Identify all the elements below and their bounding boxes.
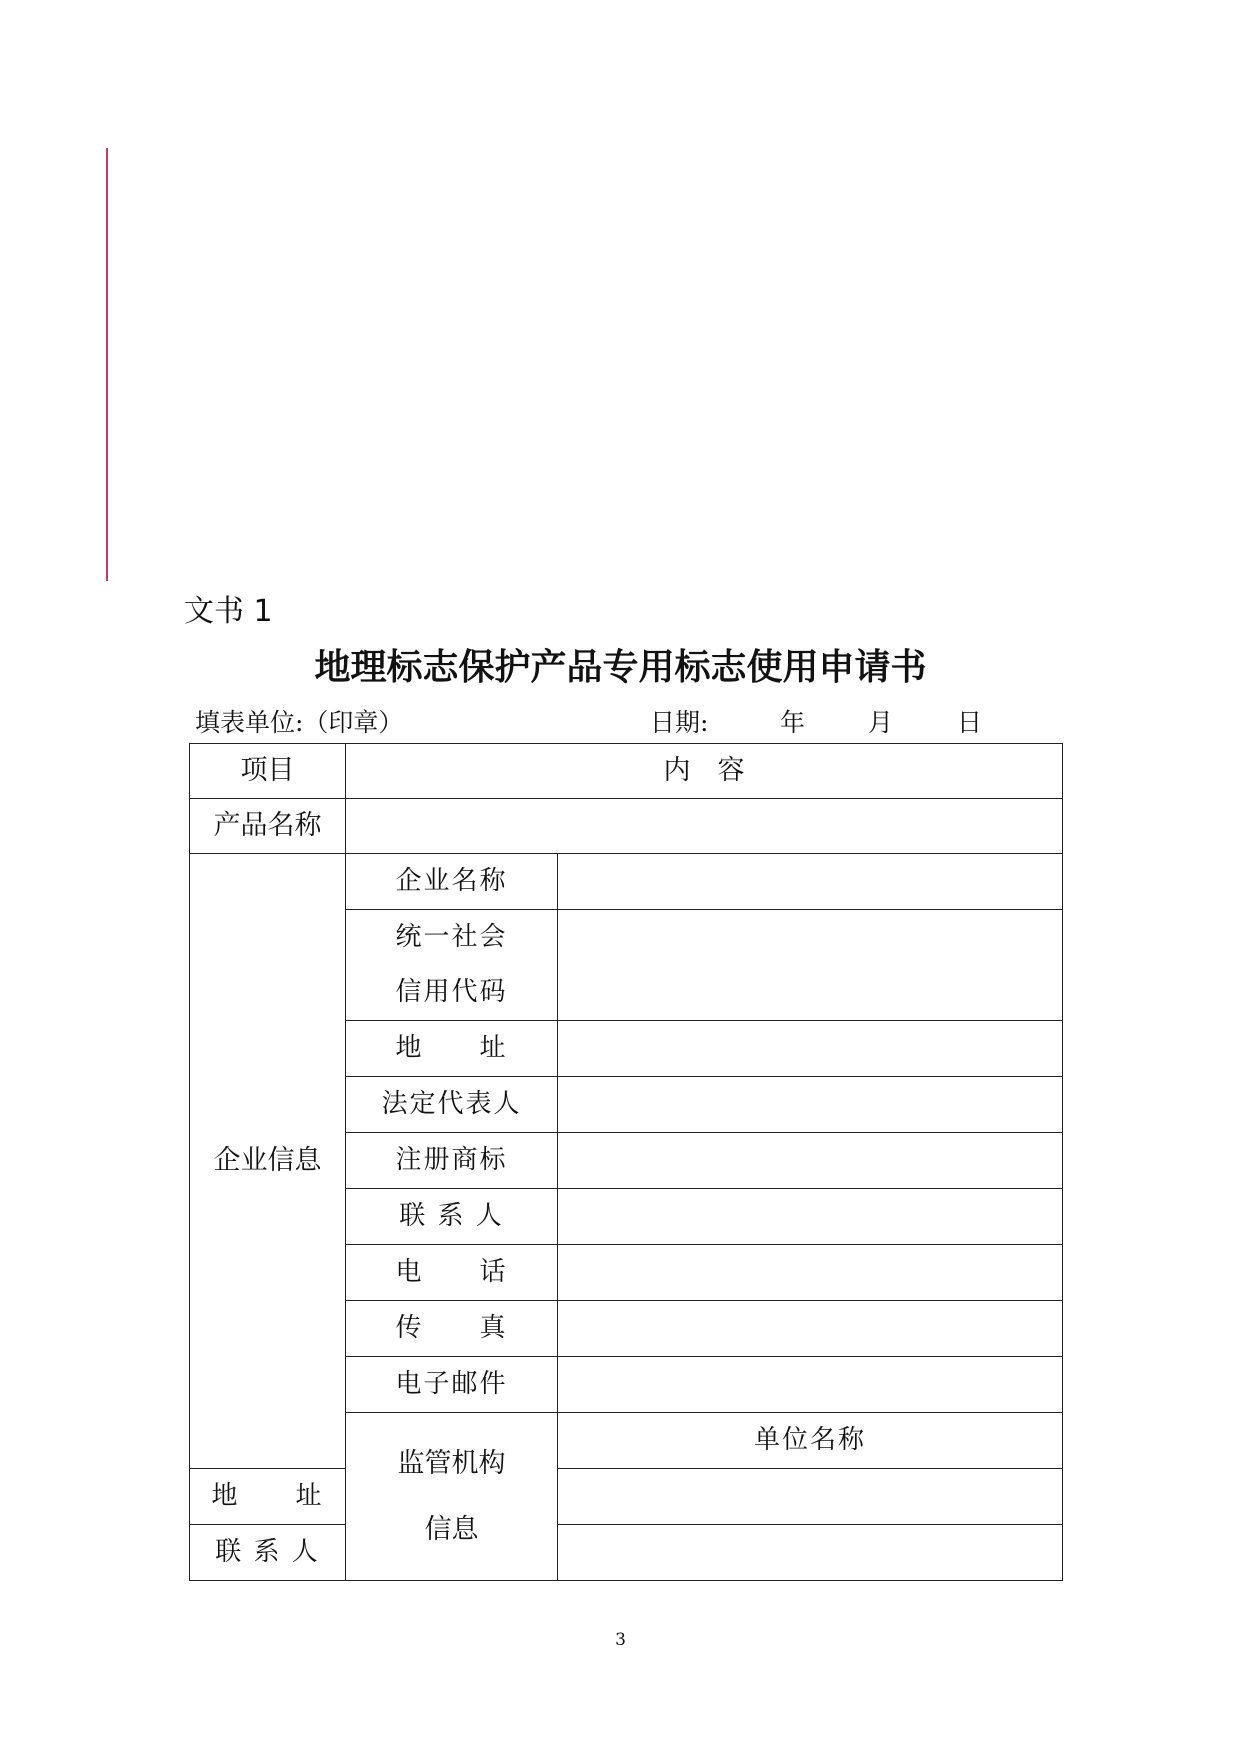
- email-field[interactable]: [558, 1357, 1063, 1413]
- regulator-contact-label-cell: [190, 1525, 346, 1581]
- fax-label: 传 真: [395, 1313, 508, 1343]
- company-address-label-cell: [346, 1021, 558, 1077]
- header-item-label: 项目: [240, 755, 295, 786]
- regulator-contact-field[interactable]: [558, 1525, 1063, 1581]
- company-contact-label-cell: [346, 1189, 558, 1245]
- company-address-label: 地 址: [395, 1033, 508, 1063]
- company-name-field[interactable]: [558, 854, 1063, 910]
- company-contact-label: 联 系 人: [399, 1201, 504, 1231]
- regulator-row-address: [190, 1469, 1063, 1525]
- header-content-label: 内 容: [663, 755, 745, 786]
- enterprise-category-cell: [190, 854, 346, 1469]
- credit-code-field[interactable]: [558, 910, 1063, 1021]
- trademark-label-cell: [346, 1133, 558, 1189]
- header-item-cell: [190, 744, 346, 799]
- credit-code-label: 统一社会 信用代码: [395, 922, 508, 1007]
- product-name-field[interactable]: [346, 799, 1063, 854]
- regulator-address-label: 地 址: [211, 1481, 324, 1511]
- fax-field[interactable]: [558, 1301, 1063, 1357]
- regulator-row-contact: [190, 1525, 1063, 1581]
- email-label: 电子邮件: [395, 1369, 508, 1399]
- fill-unit-label: 填表单位:（印章）: [195, 708, 404, 737]
- legal-representative-label-cell: [346, 1077, 558, 1133]
- day-label: 日: [957, 708, 983, 737]
- application-form-table: [189, 743, 1063, 1581]
- company-name-label-cell: [346, 854, 558, 910]
- month-label: 月: [868, 708, 894, 737]
- regulator-category-label: 监管机构 信息: [397, 1447, 506, 1545]
- legal-representative-field[interactable]: [558, 1077, 1063, 1133]
- email-label-cell: [346, 1357, 558, 1413]
- phone-field[interactable]: [558, 1245, 1063, 1301]
- phone-label: 电 话: [395, 1257, 508, 1287]
- credit-code-label-cell: [346, 910, 558, 1021]
- product-name-row: [190, 799, 1063, 854]
- company-name-label: 企业名称: [395, 866, 508, 896]
- enterprise-row-company-name: [190, 854, 1063, 910]
- regulator-category-cell: [346, 1413, 558, 1581]
- regulator-unit-name-label-cell: [558, 1413, 1063, 1469]
- header-content-cell: [346, 744, 1063, 799]
- document-label: 文书 1: [184, 594, 273, 629]
- date-label: 日期:: [650, 708, 709, 737]
- regulator-unit-name-label: 单位名称: [753, 1425, 866, 1455]
- phone-label-cell: [346, 1245, 558, 1301]
- regulator-address-field[interactable]: [558, 1469, 1063, 1525]
- trademark-label: 注册商标: [395, 1145, 508, 1175]
- enterprise-category-label: 企业信息: [213, 1145, 322, 1176]
- fax-label-cell: [346, 1301, 558, 1357]
- year-label: 年: [780, 708, 806, 737]
- trademark-field[interactable]: [558, 1133, 1063, 1189]
- company-address-field[interactable]: [558, 1021, 1063, 1077]
- document-title: 地理标志保护产品专用标志使用申请书: [314, 646, 927, 688]
- page-number: 3: [615, 1630, 626, 1650]
- margin-rule: [106, 148, 108, 581]
- legal-representative-label: 法定代表人: [381, 1089, 522, 1119]
- product-name-label-cell: [190, 799, 346, 854]
- regulator-contact-label: 联 系 人: [215, 1537, 320, 1567]
- company-contact-field[interactable]: [558, 1189, 1063, 1245]
- product-name-label: 产品名称: [213, 810, 322, 841]
- regulator-address-label-cell: [190, 1469, 346, 1525]
- table-header-row: [190, 744, 1063, 799]
